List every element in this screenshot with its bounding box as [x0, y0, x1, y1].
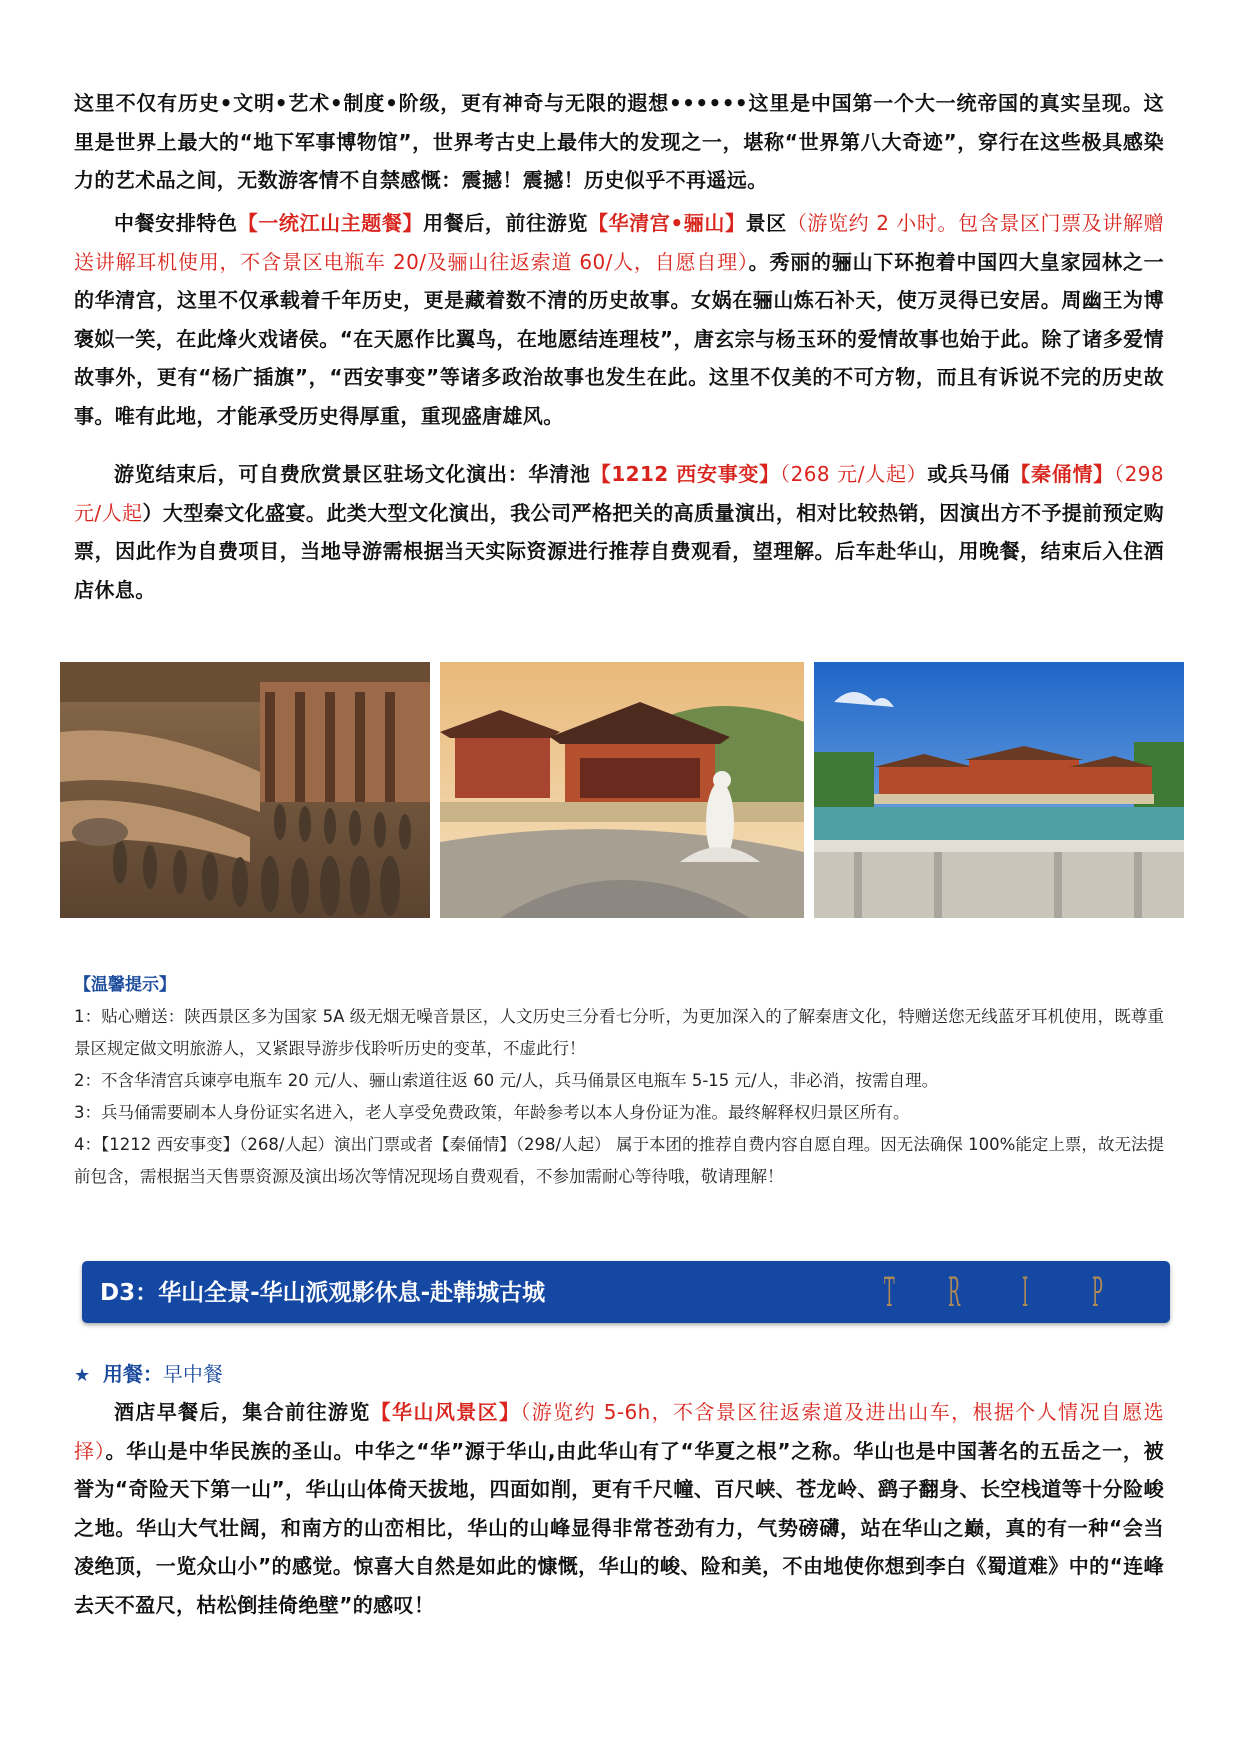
price-qinyong: （298 元/人起 [74, 462, 1165, 525]
huaqing-palace-statue-photo [440, 662, 804, 918]
tip-item: 3：兵马俑需要刷本人身份证实名进入，老人享受免费政策，年龄参考以本人身份证为准。最终解释权归景区所有。 [74, 1103, 910, 1122]
terracotta-warriors-photo [60, 662, 430, 918]
intro-paragraph: 这里不仅有历史•文明•艺术•制度•阶级，更有神奇与无限的遐想••••••这里是中国第一个大一统帝国的真实呈现。这里是世界上最大的“地下军事博物馆”，世界考古史上最伟大的发现之一，堪称“世界第八大奇迹”，穿行在这些极具感染力的艺术品之间，无数游客情不自禁感慨：震撼！震撼！历史似乎不再遥远。 [74, 91, 1164, 192]
trip-letter: R [948, 1270, 961, 1316]
highlight-huashan: 【华山风景区】 [370, 1400, 521, 1424]
tip-item: 2：不含华清宫兵谏亭电瓶车 20 元/人、骊山索道往返 60 元/人，兵马俑景区电瓶车 5-15 元/人，非必消，按需自理。 [74, 1071, 939, 1090]
text-segment: 。华山是中华民族的圣山。中华之“华”源于华山,由此华山有了“华夏之根”之称。华山也是中国著名的五岳之一，被誉为“奇险天下第一山”，华山山体倚天拔地，四面如削，更有千尺幢、百尺峡、苍龙岭、鹞子翻身、长空栈道等十分险峻之地。华山大气壮阔，和南方的山峦相比，华山的山峰显得非常苍劲有力，气势磅礴，站在华山之巅，真的有一种“会当凌绝顶，一览众山小”的感觉。惊喜大自然是如此的慷慨，华山的峻、险和美，不由地使你想到李白《蜀道难》中的“连峰去天不盈尺，枯松倒挂倚绝壁”的感叹！ [74, 1438, 1164, 1617]
trip-letter: P [1092, 1270, 1103, 1316]
text-segment: 中餐安排特色 [114, 211, 238, 235]
show-paragraph [74, 455, 1164, 609]
price-1212: （268 元/人起） [779, 462, 928, 486]
text-segment: 。秀丽的骊山下环抱着中国四大皇家园林之一的华清宫，这里不仅承载着千年历史，更是藏着数不清的历史故事。女娲在骊山炼石补天，使万灵得已安居。周幽王为博褒姒一笑，在此烽火戏诸侯。“在天愿作比翼鸟，在地愿结连理枝”，唐玄宗与杨玉环的爱情故事也始于此。除了诸多爱情故事外，更有“杨广插旗”，“西安事变”等诸多政治故事也发生在此。这里不仅美的不可方物，而且有诉说不完的历史故事。唯有此地，才能承受历史得厚重，重现盛唐雄风。 [74, 249, 1165, 428]
highlight-show-1212: 【1212 西安事变】 [590, 462, 780, 486]
highlight-meal: 【一统江山主题餐】 [237, 211, 424, 235]
note-huaqing: （游览约 2 小时。包含景区门票及讲解赠送讲解耳机使用，不含景区电瓶车 20/及骊山往返索道 60/人，自愿自理） [74, 211, 1164, 274]
meal-line [74, 1358, 223, 1387]
trip-letter: I [1022, 1270, 1029, 1316]
text-segment: 或兵马俑 [927, 462, 1011, 486]
meal-value: 早中餐 [162, 1362, 223, 1386]
meal-label: 用餐： [102, 1362, 163, 1386]
highlight-show-qinyong: 【秦俑情】 [1010, 462, 1114, 486]
day3-header [82, 1261, 1170, 1323]
tip-item: 1：贴心赠送：陕西景区多为国家 5A 级无烟无噪音景区，人文历史三分看七分听，为更加深入的了解秦唐文化，特赠送您无线蓝牙耳机使用，既尊重景区规定做文明旅游人，又紧跟导游步伐聆听历史的变革，不虚此行！ [74, 1007, 1164, 1058]
text-segment: 景区 [745, 211, 787, 235]
text-segment: 游览结束后，可自费欣赏景区驻场文化演出：华清池 [114, 462, 591, 486]
note-huashan: （游览约 5-6h，不含景区往返索道及进出山车，根据个人情况自愿选择） [74, 1400, 1164, 1463]
day3-title: D3：华山全景-华山派观影休息-赴韩城古城 [100, 1280, 546, 1306]
tip-item: 4：【1212 西安事变】（268/人起）演出门票或者【秦俑情】（298/人起） 属于本团的推荐自费内容自愿自理。因无法确保 100%能定上票，故无法提前包含，需根据当天售票资源及演出场次等情况现场自费观看，不参加需耐心等待哦，敬请理解！ [74, 1135, 1164, 1186]
tips-list [74, 1001, 1164, 1193]
lunch-paragraph [74, 204, 1164, 435]
text-segment: 用餐后，前往游览 [423, 211, 588, 235]
star-icon: ★ [74, 1365, 91, 1386]
text-segment: 酒店早餐后，集合前往游览 [114, 1400, 371, 1424]
tips-title: 【温馨提示】 [74, 975, 176, 995]
photo-strip [60, 662, 1184, 918]
trip-letter: T [884, 1270, 895, 1316]
huaqing-pool-photo [814, 662, 1184, 918]
huashan-paragraph [74, 1393, 1164, 1624]
text-segment: ）大型秦文化盛宴。此类大型文化演出，我公司严格把关的高质量演出，相对比较热销，因演出方不予提前预定购票，因此作为自费项目，当地导游需根据当天实际资源进行推荐自费观看，望理解。后车赴华山，用晚餐，结束后入住酒店休息。 [74, 500, 1164, 602]
highlight-huaqing: 【华清宫•骊山】 [587, 211, 746, 235]
